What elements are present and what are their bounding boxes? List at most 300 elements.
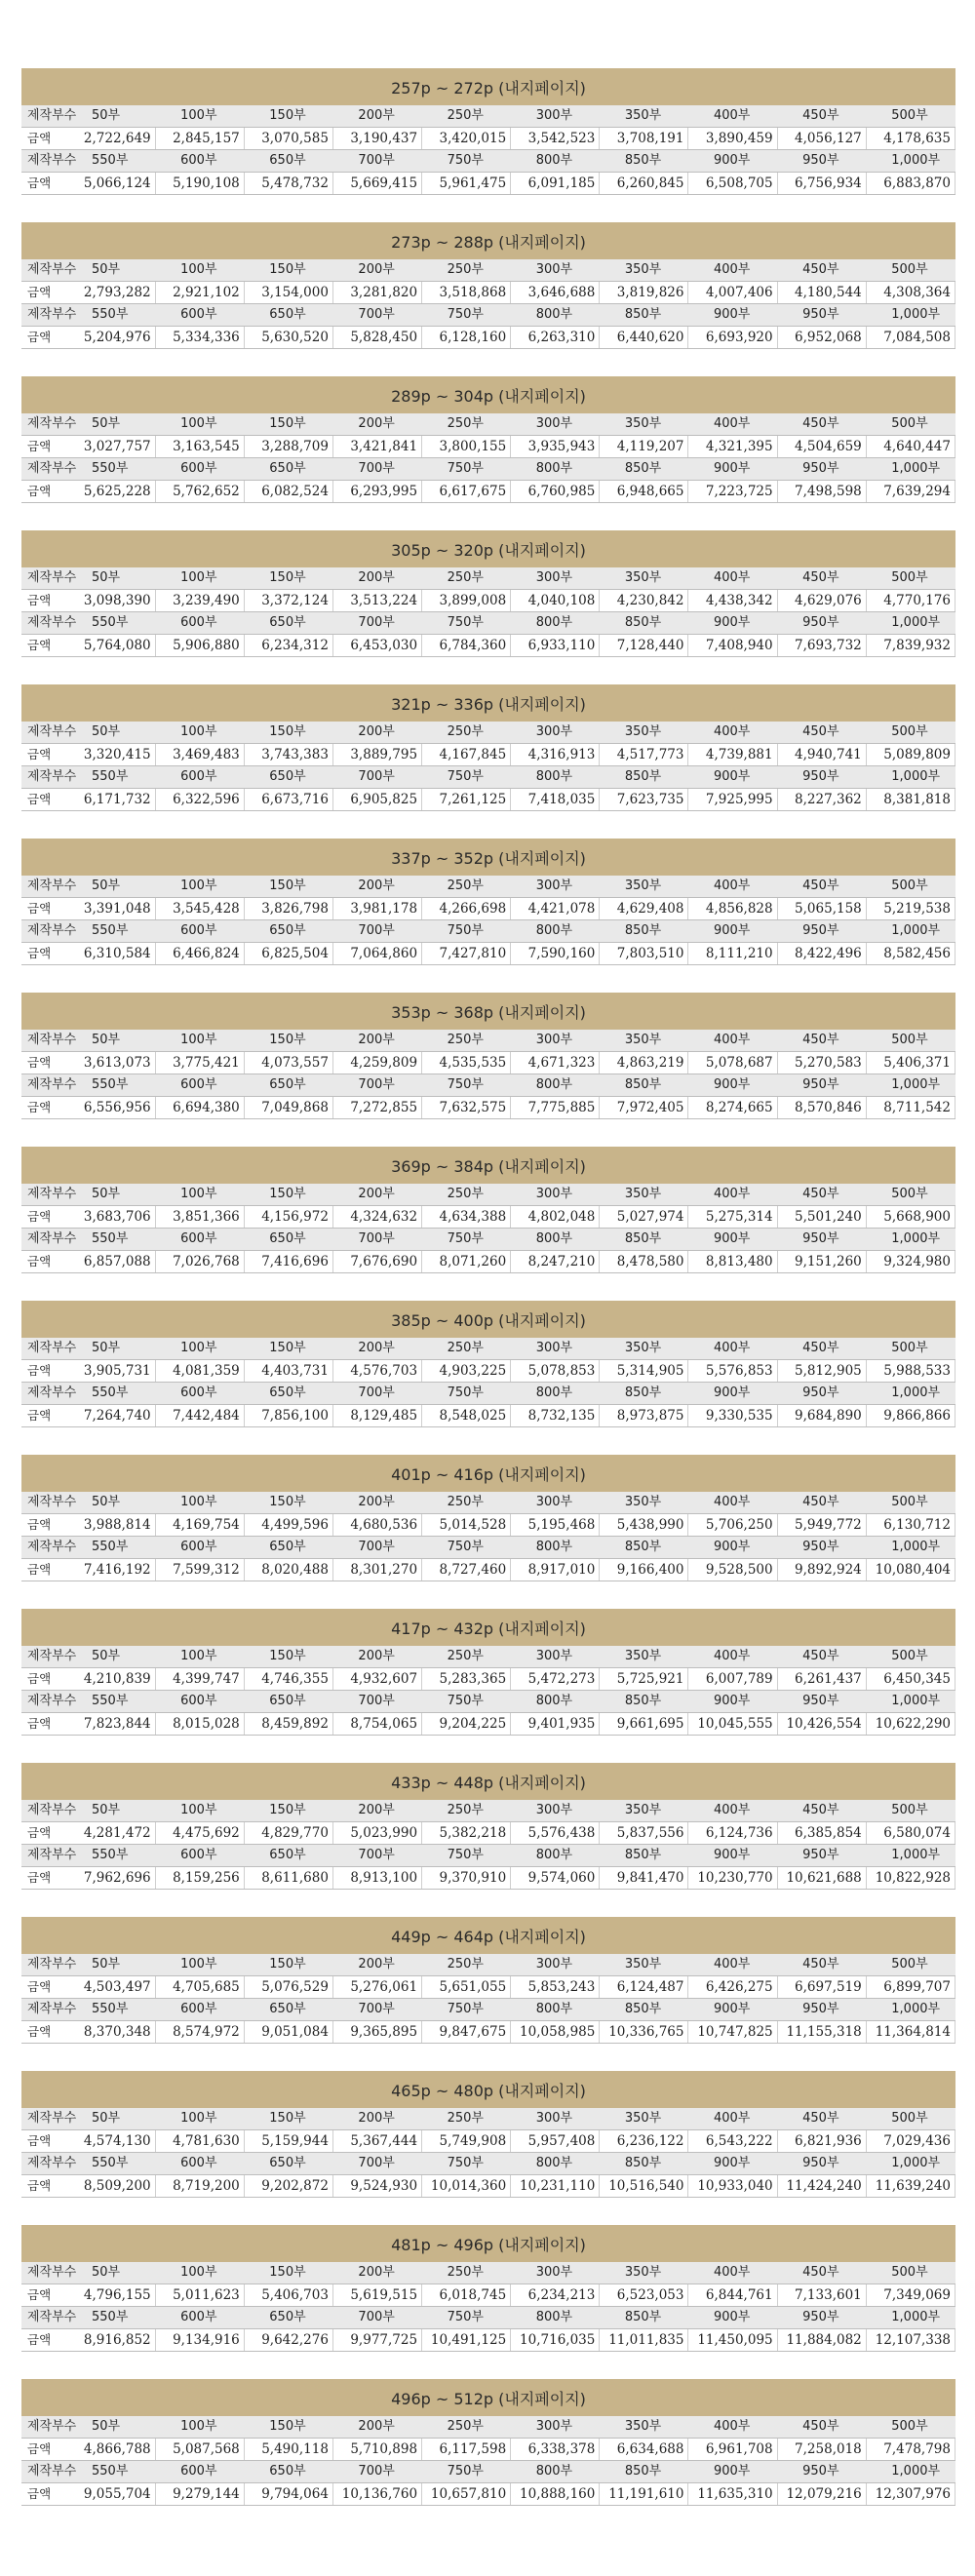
quantity-cell: 800부 <box>511 2461 600 2483</box>
amount-cell: 7,264,740 <box>66 1405 155 1427</box>
quantity-row <box>21 2262 956 2284</box>
amount-cell: 3,239,490 <box>155 590 244 612</box>
quantity-label: 제작부수 <box>21 150 66 173</box>
quantity-label: 제작부수 <box>21 766 66 789</box>
section-title: 257p ~ 272p (내지페이지) <box>21 68 956 105</box>
quantity-cell: 200부 <box>332 1492 421 1514</box>
amount-cell: 10,888,160 <box>511 2483 600 2506</box>
amount-label: 금액 <box>21 1052 66 1074</box>
quantity-cell: 550부 <box>66 612 155 635</box>
amount-row <box>21 2439 956 2461</box>
quantity-cell: 450부 <box>777 1800 866 1822</box>
amount-row <box>21 1559 956 1581</box>
amount-cell: 8,548,025 <box>422 1405 511 1427</box>
amount-cell: 9,202,872 <box>244 2175 332 2198</box>
price-table-block <box>21 2225 956 2352</box>
quantity-cell: 300부 <box>511 1646 600 1668</box>
amount-cell: 3,683,706 <box>66 1206 155 1229</box>
amount-cell: 7,925,995 <box>688 789 777 811</box>
amount-cell: 8,301,270 <box>332 1559 421 1581</box>
amount-cell: 7,632,575 <box>422 1097 511 1119</box>
quantity-cell: 500부 <box>866 876 955 898</box>
quantity-cell: 550부 <box>66 1845 155 1867</box>
quantity-cell: 300부 <box>511 1030 600 1052</box>
quantity-cell: 750부 <box>422 150 511 173</box>
quantity-row <box>21 920 956 943</box>
quantity-cell: 150부 <box>244 1800 332 1822</box>
quantity-label: 제작부수 <box>21 2307 66 2329</box>
quantity-cell: 400부 <box>688 876 777 898</box>
quantity-cell: 650부 <box>244 1074 332 1097</box>
amount-cell: 3,889,795 <box>332 744 421 766</box>
amount-cell: 8,582,456 <box>866 943 955 965</box>
amount-cell: 5,078,853 <box>511 1360 600 1383</box>
quantity-cell: 350부 <box>600 876 688 898</box>
quantity-cell: 350부 <box>600 259 688 282</box>
quantity-cell: 200부 <box>332 1184 421 1206</box>
amount-cell: 2,722,649 <box>66 128 155 150</box>
amount-cell: 5,630,520 <box>244 327 332 349</box>
amount-cell: 8,727,460 <box>422 1559 511 1581</box>
amount-cell: 5,478,732 <box>244 173 332 195</box>
quantity-label: 제작부수 <box>21 1537 66 1559</box>
amount-cell: 12,307,976 <box>866 2483 955 2506</box>
quantity-cell: 300부 <box>511 2262 600 2284</box>
quantity-row <box>21 1954 956 1976</box>
amount-cell: 4,903,225 <box>422 1360 511 1383</box>
quantity-label: 제작부수 <box>21 304 66 327</box>
amount-label: 금액 <box>21 2483 66 2506</box>
quantity-cell: 500부 <box>866 1338 955 1360</box>
amount-cell: 6,905,825 <box>332 789 421 811</box>
quantity-cell: 700부 <box>332 1229 421 1251</box>
price-table-block <box>21 1763 956 1890</box>
quantity-row <box>21 722 956 744</box>
quantity-cell: 100부 <box>155 567 244 590</box>
quantity-cell: 700부 <box>332 1999 421 2021</box>
amount-cell: 7,418,035 <box>511 789 600 811</box>
amount-cell: 7,856,100 <box>244 1405 332 1427</box>
amount-row <box>21 744 956 766</box>
quantity-cell: 650부 <box>244 150 332 173</box>
price-table-block <box>21 1455 956 1581</box>
quantity-cell: 150부 <box>244 2416 332 2439</box>
quantity-cell: 850부 <box>600 1691 688 1713</box>
amount-cell: 5,219,538 <box>866 898 955 920</box>
quantity-cell: 850부 <box>600 1537 688 1559</box>
amount-cell: 10,622,290 <box>866 1713 955 1736</box>
quantity-cell: 650부 <box>244 1845 332 1867</box>
quantity-cell: 450부 <box>777 1954 866 1976</box>
quantity-cell: 750부 <box>422 766 511 789</box>
amount-label: 금액 <box>21 1976 66 1999</box>
quantity-cell: 500부 <box>866 413 955 436</box>
quantity-cell: 600부 <box>155 2461 244 2483</box>
amount-cell: 7,128,440 <box>600 635 688 657</box>
quantity-cell: 450부 <box>777 1338 866 1360</box>
amount-cell: 6,426,275 <box>688 1976 777 1999</box>
quantity-cell: 1,000부 <box>866 2461 955 2483</box>
amount-cell: 7,133,601 <box>777 2284 866 2307</box>
quantity-row <box>21 567 956 590</box>
amount-cell: 3,708,191 <box>600 128 688 150</box>
amount-cell: 5,961,475 <box>422 173 511 195</box>
quantity-cell: 650부 <box>244 766 332 789</box>
amount-cell: 9,055,704 <box>66 2483 155 2506</box>
amount-cell: 5,725,921 <box>600 1668 688 1691</box>
quantity-row <box>21 1646 956 1668</box>
amount-cell: 6,952,068 <box>777 327 866 349</box>
amount-cell: 4,321,395 <box>688 436 777 458</box>
section-title: 321p ~ 336p (내지페이지) <box>21 684 956 722</box>
quantity-cell: 950부 <box>777 458 866 481</box>
quantity-cell: 100부 <box>155 2262 244 2284</box>
quantity-cell: 500부 <box>866 259 955 282</box>
quantity-cell: 500부 <box>866 2262 955 2284</box>
amount-cell: 8,071,260 <box>422 1251 511 1273</box>
quantity-cell: 350부 <box>600 1030 688 1052</box>
amount-cell: 3,819,826 <box>600 282 688 304</box>
amount-cell: 7,261,125 <box>422 789 511 811</box>
quantity-cell: 500부 <box>866 1184 955 1206</box>
amount-cell: 6,091,185 <box>511 173 600 195</box>
amount-cell: 7,408,940 <box>688 635 777 657</box>
amount-cell: 8,015,028 <box>155 1713 244 1736</box>
quantity-cell: 550부 <box>66 920 155 943</box>
quantity-label: 제작부수 <box>21 1338 66 1360</box>
quantity-cell: 400부 <box>688 1184 777 1206</box>
amount-cell: 4,829,770 <box>244 1822 332 1845</box>
amount-cell: 6,450,345 <box>866 1668 955 1691</box>
quantity-cell: 1,000부 <box>866 766 955 789</box>
quantity-cell: 950부 <box>777 1229 866 1251</box>
quantity-cell: 400부 <box>688 2262 777 2284</box>
quantity-cell: 700부 <box>332 1383 421 1405</box>
amount-cell: 4,081,359 <box>155 1360 244 1383</box>
quantity-cell: 400부 <box>688 413 777 436</box>
amount-label: 금액 <box>21 2439 66 2461</box>
quantity-cell: 150부 <box>244 413 332 436</box>
amount-cell: 9,661,695 <box>600 1713 688 1736</box>
quantity-cell: 400부 <box>688 2416 777 2439</box>
amount-cell: 10,516,540 <box>600 2175 688 2198</box>
quantity-cell: 250부 <box>422 2262 511 2284</box>
quantity-cell: 200부 <box>332 2416 421 2439</box>
amount-cell: 8,370,348 <box>66 2021 155 2044</box>
amount-cell: 5,501,240 <box>777 1206 866 1229</box>
quantity-cell: 900부 <box>688 612 777 635</box>
quantity-cell: 900부 <box>688 2153 777 2175</box>
amount-cell: 7,823,844 <box>66 1713 155 1736</box>
amount-cell: 3,513,224 <box>332 590 421 612</box>
quantity-cell: 550부 <box>66 2307 155 2329</box>
quantity-cell: 200부 <box>332 1338 421 1360</box>
price-table-block <box>21 2379 956 2506</box>
quantity-label: 제작부수 <box>21 2153 66 2175</box>
amount-row <box>21 327 956 349</box>
amount-row <box>21 1251 956 1273</box>
quantity-cell: 200부 <box>332 567 421 590</box>
amount-cell: 7,803,510 <box>600 943 688 965</box>
amount-cell: 10,426,554 <box>777 1713 866 1736</box>
quantity-cell: 800부 <box>511 920 600 943</box>
quantity-cell: 600부 <box>155 150 244 173</box>
quantity-cell: 500부 <box>866 1492 955 1514</box>
quantity-cell: 800부 <box>511 304 600 327</box>
section-title: 449p ~ 464p (내지페이지) <box>21 1917 956 1954</box>
amount-cell: 9,166,400 <box>600 1559 688 1581</box>
amount-cell: 6,263,310 <box>511 327 600 349</box>
amount-cell: 5,275,314 <box>688 1206 777 1229</box>
amount-cell: 8,227,362 <box>777 789 866 811</box>
quantity-cell: 950부 <box>777 304 866 327</box>
amount-cell: 7,064,860 <box>332 943 421 965</box>
amount-label: 금액 <box>21 1668 66 1691</box>
amount-cell: 3,988,814 <box>66 1514 155 1537</box>
quantity-cell: 800부 <box>511 612 600 635</box>
amount-cell: 3,372,124 <box>244 590 332 612</box>
quantity-cell: 800부 <box>511 1383 600 1405</box>
quantity-cell: 600부 <box>155 304 244 327</box>
amount-row <box>21 2284 956 2307</box>
quantity-cell: 50부 <box>66 1030 155 1052</box>
amount-cell: 3,826,798 <box>244 898 332 920</box>
quantity-cell: 850부 <box>600 1229 688 1251</box>
quantity-cell: 300부 <box>511 1800 600 1822</box>
amount-label: 금액 <box>21 2130 66 2153</box>
amount-cell: 7,478,798 <box>866 2439 955 2461</box>
amount-cell: 12,079,216 <box>777 2483 866 2506</box>
quantity-cell: 550부 <box>66 1691 155 1713</box>
quantity-row <box>21 2416 956 2439</box>
quantity-cell: 50부 <box>66 2108 155 2130</box>
quantity-cell: 250부 <box>422 1492 511 1514</box>
section-title: 385p ~ 400p (내지페이지) <box>21 1301 956 1338</box>
quantity-cell: 350부 <box>600 2416 688 2439</box>
quantity-cell: 1,000부 <box>866 1691 955 1713</box>
price-table <box>21 1800 956 1890</box>
amount-cell: 11,884,082 <box>777 2329 866 2352</box>
amount-cell: 7,498,598 <box>777 481 866 503</box>
quantity-cell: 250부 <box>422 1184 511 1206</box>
quantity-cell: 800부 <box>511 1845 600 1867</box>
amount-label: 금액 <box>21 590 66 612</box>
section-title: 273p ~ 288p (내지페이지) <box>21 222 956 259</box>
amount-cell: 4,421,078 <box>511 898 600 920</box>
price-table-block <box>21 684 956 811</box>
amount-cell: 5,190,108 <box>155 173 244 195</box>
amount-cell: 4,438,342 <box>688 590 777 612</box>
price-table-block <box>21 1609 956 1736</box>
amount-row <box>21 1713 956 1736</box>
amount-cell: 7,775,885 <box>511 1097 600 1119</box>
quantity-row <box>21 150 956 173</box>
quantity-label: 제작부수 <box>21 413 66 436</box>
quantity-cell: 200부 <box>332 2108 421 2130</box>
amount-cell: 8,570,846 <box>777 1097 866 1119</box>
quantity-cell: 1,000부 <box>866 1229 955 1251</box>
amount-row <box>21 789 956 811</box>
amount-cell: 4,119,207 <box>600 436 688 458</box>
amount-cell: 5,065,158 <box>777 898 866 920</box>
quantity-cell: 450부 <box>777 2416 866 2439</box>
amount-label: 금액 <box>21 327 66 349</box>
quantity-cell: 650부 <box>244 1383 332 1405</box>
quantity-cell: 450부 <box>777 722 866 744</box>
price-table <box>21 567 956 657</box>
quantity-cell: 550부 <box>66 1074 155 1097</box>
amount-cell: 7,962,696 <box>66 1867 155 1890</box>
amount-cell: 5,472,273 <box>511 1668 600 1691</box>
amount-cell: 6,673,716 <box>244 789 332 811</box>
amount-cell: 8,509,200 <box>66 2175 155 2198</box>
quantity-cell: 50부 <box>66 259 155 282</box>
quantity-cell: 650부 <box>244 2153 332 2175</box>
amount-cell: 6,130,712 <box>866 1514 955 1537</box>
quantity-cell: 450부 <box>777 1030 866 1052</box>
quantity-cell: 700부 <box>332 2461 421 2483</box>
quantity-row <box>21 2108 956 2130</box>
quantity-cell: 750부 <box>422 1074 511 1097</box>
quantity-cell: 350부 <box>600 1184 688 1206</box>
quantity-cell: 950부 <box>777 612 866 635</box>
amount-cell: 4,705,685 <box>155 1976 244 1999</box>
amount-cell: 3,545,428 <box>155 898 244 920</box>
amount-cell: 3,154,000 <box>244 282 332 304</box>
amount-cell: 9,365,895 <box>332 2021 421 2044</box>
amount-cell: 5,089,809 <box>866 744 955 766</box>
amount-cell: 6,948,665 <box>600 481 688 503</box>
amount-cell: 9,204,225 <box>422 1713 511 1736</box>
amount-row <box>21 898 956 920</box>
quantity-cell: 700부 <box>332 150 421 173</box>
amount-cell: 7,272,855 <box>332 1097 421 1119</box>
amount-cell: 9,977,725 <box>332 2329 421 2352</box>
quantity-cell: 250부 <box>422 105 511 128</box>
amount-cell: 5,027,974 <box>600 1206 688 1229</box>
quantity-cell: 400부 <box>688 2108 777 2130</box>
quantity-cell: 850부 <box>600 766 688 789</box>
quantity-cell: 150부 <box>244 2108 332 2130</box>
amount-cell: 7,599,312 <box>155 1559 244 1581</box>
amount-row <box>21 1867 956 1890</box>
section-title: 369p ~ 384p (내지페이지) <box>21 1147 956 1184</box>
quantity-label: 제작부수 <box>21 567 66 590</box>
quantity-cell: 700부 <box>332 1537 421 1559</box>
amount-cell: 4,056,127 <box>777 128 866 150</box>
quantity-cell: 150부 <box>244 876 332 898</box>
amount-cell: 7,029,436 <box>866 2130 955 2153</box>
quantity-cell: 400부 <box>688 722 777 744</box>
amount-cell: 4,576,703 <box>332 1360 421 1383</box>
quantity-cell: 500부 <box>866 2416 955 2439</box>
quantity-row <box>21 1338 956 1360</box>
amount-cell: 7,416,696 <box>244 1251 332 1273</box>
amount-cell: 11,635,310 <box>688 2483 777 2506</box>
price-table <box>21 1954 956 2044</box>
quantity-cell: 700부 <box>332 2307 421 2329</box>
quantity-cell: 200부 <box>332 413 421 436</box>
amount-cell: 8,381,818 <box>866 789 955 811</box>
amount-cell: 5,762,652 <box>155 481 244 503</box>
amount-cell: 4,739,881 <box>688 744 777 766</box>
amount-cell: 3,518,868 <box>422 282 511 304</box>
amount-cell: 7,623,735 <box>600 789 688 811</box>
quantity-cell: 850부 <box>600 1845 688 1867</box>
amount-row <box>21 128 956 150</box>
quantity-cell: 1,000부 <box>866 1383 955 1405</box>
quantity-row <box>21 1184 956 1206</box>
quantity-cell: 450부 <box>777 105 866 128</box>
quantity-cell: 900부 <box>688 2461 777 2483</box>
amount-cell: 6,261,437 <box>777 1668 866 1691</box>
amount-cell: 6,124,736 <box>688 1822 777 1845</box>
amount-cell: 4,940,741 <box>777 744 866 766</box>
section-title: 337p ~ 352p (내지페이지) <box>21 839 956 876</box>
quantity-row <box>21 1074 956 1097</box>
quantity-cell: 650부 <box>244 612 332 635</box>
quantity-cell: 300부 <box>511 105 600 128</box>
price-table <box>21 1646 956 1736</box>
amount-cell: 8,459,892 <box>244 1713 332 1736</box>
section-title: 496p ~ 512p (내지페이지) <box>21 2379 956 2416</box>
quantity-cell: 850부 <box>600 2461 688 2483</box>
amount-cell: 3,163,545 <box>155 436 244 458</box>
quantity-label: 제작부수 <box>21 1492 66 1514</box>
quantity-cell: 50부 <box>66 2262 155 2284</box>
quantity-cell: 750부 <box>422 1229 511 1251</box>
quantity-cell: 100부 <box>155 1338 244 1360</box>
quantity-row <box>21 1691 956 1713</box>
quantity-cell: 550부 <box>66 304 155 327</box>
quantity-label: 제작부수 <box>21 2416 66 2439</box>
quantity-row <box>21 2153 956 2175</box>
quantity-cell: 150부 <box>244 567 332 590</box>
amount-label: 금액 <box>21 2175 66 2198</box>
quantity-cell: 550부 <box>66 458 155 481</box>
amount-cell: 5,382,218 <box>422 1822 511 1845</box>
quantity-cell: 450부 <box>777 567 866 590</box>
amount-cell: 4,156,972 <box>244 1206 332 1229</box>
quantity-cell: 100부 <box>155 2108 244 2130</box>
amount-cell: 3,420,015 <box>422 128 511 150</box>
quantity-cell: 400부 <box>688 1338 777 1360</box>
quantity-cell: 750부 <box>422 2461 511 2483</box>
amount-cell: 5,159,944 <box>244 2130 332 2153</box>
quantity-cell: 600부 <box>155 1074 244 1097</box>
quantity-cell: 300부 <box>511 567 600 590</box>
amount-cell: 5,014,528 <box>422 1514 511 1537</box>
amount-cell: 5,576,438 <box>511 1822 600 1845</box>
amount-row <box>21 2021 956 2044</box>
amount-cell: 10,716,035 <box>511 2329 600 2352</box>
quantity-label: 제작부수 <box>21 1954 66 1976</box>
quantity-cell: 850부 <box>600 920 688 943</box>
amount-cell: 3,190,437 <box>332 128 421 150</box>
quantity-cell: 350부 <box>600 1800 688 1822</box>
amount-cell: 7,972,405 <box>600 1097 688 1119</box>
quantity-cell: 750부 <box>422 1999 511 2021</box>
amount-row <box>21 282 956 304</box>
amount-cell: 5,334,336 <box>155 327 244 349</box>
quantity-row <box>21 612 956 635</box>
price-table <box>21 1492 956 1581</box>
quantity-cell: 50부 <box>66 1492 155 1514</box>
amount-label: 금액 <box>21 789 66 811</box>
amount-cell: 6,693,920 <box>688 327 777 349</box>
quantity-row <box>21 1383 956 1405</box>
amount-cell: 8,274,665 <box>688 1097 777 1119</box>
